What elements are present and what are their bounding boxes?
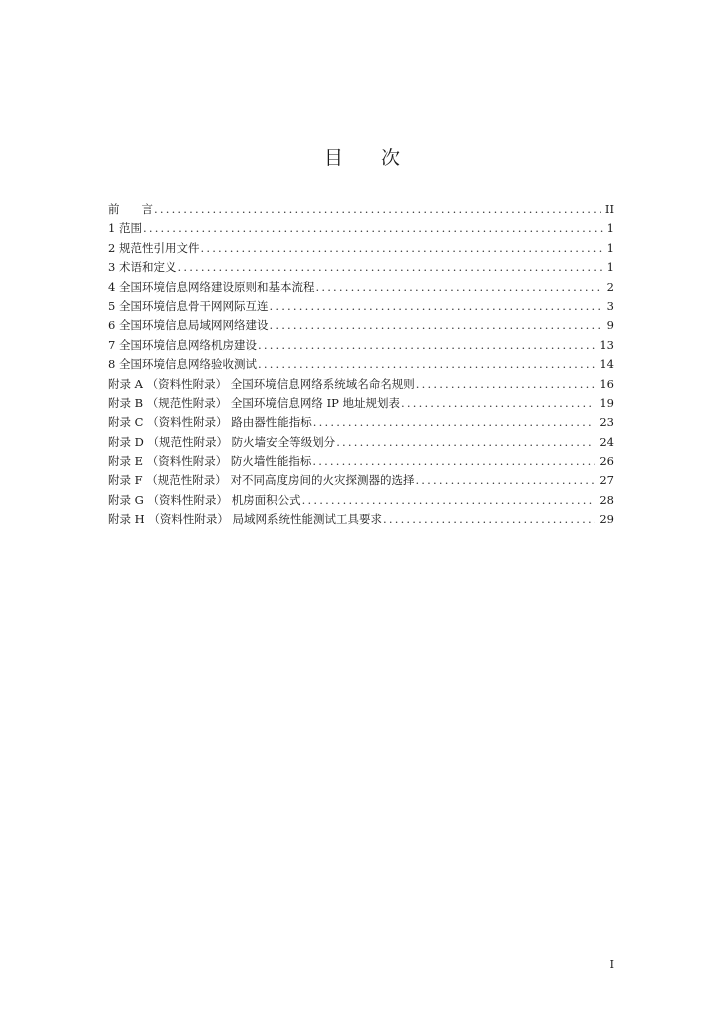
toc-entry-page: 1 — [606, 240, 614, 255]
toc-dot-leader — [336, 435, 595, 449]
toc-entry[interactable] — [108, 317, 614, 336]
toc-entry-appendix[interactable] — [108, 395, 614, 414]
toc-entry-page: II — [604, 202, 614, 216]
toc-entry[interactable] — [108, 298, 614, 317]
toc-entry-page: 26 — [599, 454, 614, 469]
page-title — [0, 143, 724, 170]
toc-dot-leader — [416, 377, 596, 391]
toc-entry-page: 16 — [599, 376, 614, 391]
page-number: I — [609, 958, 614, 971]
toc-dot-leader — [177, 260, 602, 274]
toc-dot-leader — [269, 318, 602, 332]
page-title-char-2: 次 — [381, 147, 401, 169]
toc-entry[interactable] — [108, 356, 614, 375]
toc-entry-label: 2 规范性引用文件 — [108, 240, 200, 255]
toc-dot-leader — [143, 221, 603, 235]
toc-entry[interactable] — [108, 279, 614, 298]
toc-entry-label: 附录 A （资料性附录） 全国环境信息网络系统域名命名规则 — [108, 376, 415, 391]
toc-dot-leader — [200, 241, 602, 255]
toc-entry-page: 3 — [606, 298, 614, 313]
toc-entry-label: 附录 E （资料性附录） 防火墙性能指标 — [108, 454, 312, 469]
toc-dot-leader — [154, 202, 601, 216]
toc-entry-label: 附录 H （资料性附录） 局域网系统性能测试工具要求 — [108, 512, 382, 527]
toc-entry-label: 附录 C （资料性附录） 路由器性能指标 — [108, 415, 312, 430]
toc-dot-leader — [383, 512, 595, 526]
toc-dot-leader — [315, 280, 602, 294]
toc-entry[interactable] — [108, 259, 614, 278]
toc-entry-label: 3 术语和定义 — [108, 260, 177, 275]
toc-entry-label: 附录 B （规范性附录） 全国环境信息网络 IP 地址规划表 — [108, 395, 401, 410]
toc-entry-label: 前 言 — [108, 202, 153, 216]
toc-entry-label: 1 范围 — [108, 221, 142, 236]
toc-entry-page: 14 — [599, 357, 614, 372]
toc-entry-label: 附录 D （规范性附录） 防火墙安全等级划分 — [108, 434, 336, 449]
toc-entry-appendix[interactable] — [108, 453, 614, 472]
toc-dot-leader — [269, 299, 602, 313]
toc-entry-label: 8 全国环境信息网络验收测试 — [108, 357, 257, 372]
toc-dot-leader — [415, 473, 595, 487]
toc-entry-page: 19 — [599, 395, 614, 410]
toc-entry-page: 2 — [606, 279, 614, 294]
toc-entry-appendix[interactable] — [108, 472, 614, 491]
toc-entry-appendix[interactable] — [108, 492, 614, 511]
toc-dot-leader — [258, 338, 595, 352]
toc-entry-page: 23 — [599, 415, 614, 430]
toc-entry-appendix[interactable] — [108, 376, 614, 395]
toc-entry-label: 4 全国环境信息网络建设原则和基本流程 — [108, 279, 315, 294]
toc-entry-label: 5 全国环境信息骨干网网际互连 — [108, 298, 269, 313]
toc-entry-label: 附录 G （资料性附录） 机房面积公式 — [108, 492, 301, 507]
toc-entry-appendix[interactable] — [108, 511, 614, 530]
toc-entry-page: 24 — [599, 434, 614, 449]
toc-entry-foreword[interactable] — [108, 201, 614, 220]
toc-dot-leader — [401, 396, 595, 410]
toc-entry-appendix[interactable] — [108, 414, 614, 433]
toc-entry-page: 1 — [606, 260, 614, 275]
toc-entry-page: 9 — [606, 318, 614, 333]
toc-dot-leader — [312, 454, 595, 468]
toc-dot-leader — [313, 415, 596, 429]
toc-entry[interactable] — [108, 337, 614, 356]
toc-entry-label: 6 全国环境信息局域网网络建设 — [108, 318, 269, 333]
toc-entry-label: 附录 F （规范性附录） 对不同高度房间的火灾探测器的选择 — [108, 473, 415, 488]
table-of-contents — [108, 201, 614, 531]
page-title-char-1: 目 — [323, 147, 343, 169]
toc-entry[interactable] — [108, 220, 614, 239]
toc-entry-page: 13 — [599, 337, 614, 352]
toc-entry[interactable] — [108, 240, 614, 259]
toc-dot-leader — [302, 493, 596, 507]
toc-entry-appendix[interactable] — [108, 434, 614, 453]
toc-entry-page: 28 — [599, 492, 614, 507]
toc-entry-page: 29 — [599, 512, 614, 527]
toc-entry-page: 1 — [606, 221, 614, 236]
toc-dot-leader — [258, 357, 595, 371]
toc-entry-label: 7 全国环境信息网络机房建设 — [108, 337, 257, 352]
toc-entry-page: 27 — [599, 473, 614, 488]
